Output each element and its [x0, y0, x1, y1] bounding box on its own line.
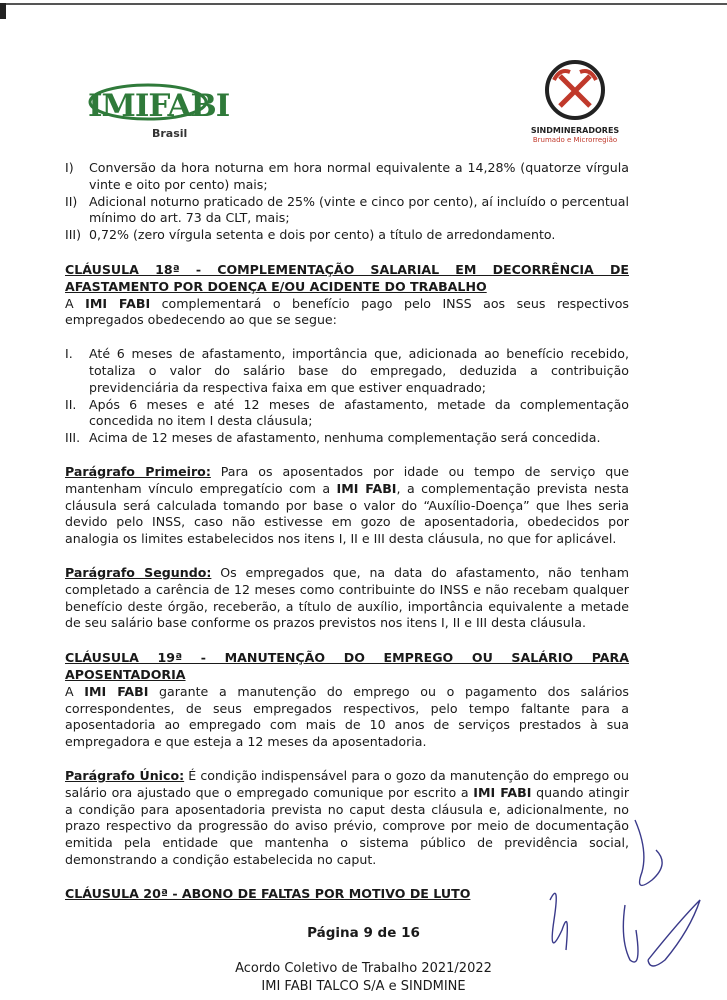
- list-item-text: 0,72% (zero vírgula setenta e dois por cento) a título de arredondamento.: [89, 227, 556, 243]
- paragraph-segundo: Parágrafo Segundo: Os empregados que, na data do afastamento, não tenham completado a carência de 12 meses como contribuinte do INSS e não recebam qualquer benefício deste órgão, receberão, a título de auxílio, importância equivalente a metade de seu salário base conforme os prazos previstos nos itens I, II e III desta cláusula.: [65, 564, 629, 631]
- list-item: [65, 346, 629, 396]
- clause-20-heading: CLÁUSULA 20ª - ABONO DE FALTAS POR MOTIVO DE LUTO: [65, 885, 471, 901]
- list-item-number: III): [65, 227, 82, 243]
- list-item: [65, 160, 629, 194]
- list-item-number: II.: [65, 396, 77, 412]
- paragraph-primeiro: Parágrafo Primeiro: Para os aposentados por idade ou tempo de serviço que mantenham vínculo empregatício com a IMI FABI, a complementação prevista nesta cláusula será calculada tomando por base o valor do “Auxílio-Doença” que lhes seria devido pelo INSS, caso não estivesse em gozo de aposentadoria, obedecidos por analogia os limites estabelecidos nos itens I, II e III desta cláusula, no que for aplicável.: [65, 463, 629, 547]
- clause-19-intro: A IMI FABI garante a manutenção do emprego ou o pagamento dos salários correspondentes, de seus empregados respectivos, pelo tempo faltante para a aposentadoria ao empregado com mais de 10 anos de serviços prestados à sua empregadora e que esteja a 12 meses da aposentadoria.: [65, 683, 629, 750]
- clause-18-intro: A IMI FABI complementará o benefício pago pelo INSS aos seus respectivos empregados obedecendo ao que se segue:: [65, 295, 629, 328]
- list-item-text: Adicional noturno praticado de 25% (vinte e cinco por cento), aí incluído o percentual mínimo do art. 73 da CLT, mais;: [89, 193, 629, 226]
- handwritten-signatures: [530, 810, 710, 980]
- logo-region: Brumado e Microrregião: [532, 136, 618, 144]
- page-number: Página 9 de 16: [307, 925, 420, 941]
- list-item: [65, 397, 629, 431]
- paragraph-unico: Parágrafo Único: É condição indispensável para o gozo da manutenção do emprego ou salário ora ajustado que o empregado comunique por escrito a IMI FABI quando atingir a condição para aposentadoria prevista no caput desta cláusula e, adicionalmente, no prazo respectivo da progressão do aviso prévio, comprove por meio de documentação emitida pela entidade que mantenha o sistema público de previdência social, demonstrando a condição estabelecida no caput.: [65, 767, 630, 867]
- logo-name: SINDMINERADORES: [530, 126, 620, 135]
- list-item-number: I.: [65, 346, 73, 362]
- list-item-number: I): [65, 160, 74, 175]
- imifabi-logo: [82, 70, 230, 148]
- list-item: [65, 194, 629, 228]
- pickaxe-emblem-icon: [526, 56, 624, 126]
- sindmineradores-logo: [516, 56, 634, 154]
- logo-brand-text: IMIFABI: [88, 88, 230, 124]
- list-item-number: II): [65, 193, 78, 209]
- list-item-text: Até 6 meses de afastamento, importância que, adicionada ao benefício recebido, totaliza o valor do salário base do empregado, deduzida a contribuição previdenciária da respectiva faixa em que estiver enquadrado;: [89, 346, 629, 395]
- list-item: [65, 227, 629, 244]
- list-item-number: III.: [65, 430, 81, 446]
- top-border: [0, 3, 727, 5]
- clause-19-heading: CLÁUSULA 19ª - MANUTENÇÃO DO EMPREGO OU SALÁRIO PARA APOSENTADORIA: [65, 650, 629, 682]
- list-item-text: Acima de 12 meses de afastamento, nenhuma complementação será concedida.: [89, 430, 601, 446]
- clause-18-heading: CLÁUSULA 18ª - COMPLEMENTAÇÃO SALARIAL EM DECORRÊNCIA DE AFASTAMENTO POR DOENÇA E/OU ACIDENTE DO TRABALHO: [65, 261, 629, 294]
- footer-line-1: Acordo Coletivo de Trabalho 2021/2022: [235, 961, 492, 976]
- list-item-text: Conversão da hora noturna em hora normal equivalente a 14,28% (quatorze vírgula vinte e oito por cento) mais;: [89, 160, 629, 192]
- document-body: [65, 160, 629, 902]
- footer-line-2: IMI FABI TALCO S/A e SINDMINE: [261, 979, 466, 994]
- logo-subtitle: Brasil: [152, 127, 188, 140]
- corner-mark: [0, 3, 6, 19]
- list-item-text: Após 6 meses e até 12 meses de afastamento, metade da complementação concedida no item I desta cláusula;: [89, 396, 629, 429]
- list-item: [65, 430, 629, 447]
